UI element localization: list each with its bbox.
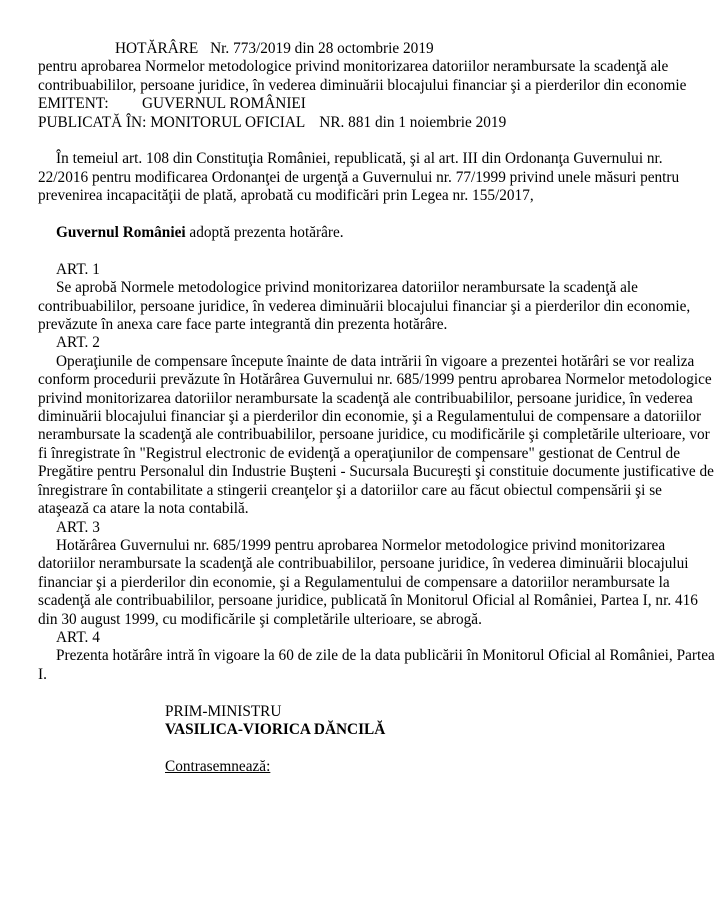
emitent-label: EMITENT:	[38, 95, 109, 113]
document-subtitle: pentru aprobarea Normelor metodologice privind monitorizarea datoriilor nerambursate la scadenţă ale contribuabililor, persoane juridice, în vederea diminuării blocajului financiar şi a pierderilor din economie	[38, 58, 687, 94]
publicat-number: NR. 881 din 1 noiembrie 2019	[319, 113, 507, 131]
document-title	[38, 40, 715, 58]
adoption-subject: Guvernul României	[56, 224, 186, 242]
article-3-text: Hotărârea Guvernului nr. 685/1999 pentru aprobarea Normelor metodologice privind monitorizarea datoriilor nerambursate la scadenţă ale contribuabililor, persoane juridice, în vederea diminuării blocajului financiar şi a pierderilor din economie, şi a Regulamentului de compensare a datoriilor nerambursate la scadenţă ale contribuabililor, persoane juridice, publicată în Monitorul Oficial al României, Partea I, nr. 416 din 30 august 1999, cu modificările şi completările ulterioare, se abrogă.	[38, 536, 698, 628]
publicat-row	[38, 114, 715, 132]
article-2-text: Operaţiunile de compensare începute înainte de data intrării în vigoare a prezentei hotărâri se vor realiza conform procedurii prevăzute în Hotărârea Guvernului nr. 685/1999 pentru aprobarea Normelor metodologice privind monitorizarea datoriilor nerambursate la scadenţă ale contribuabililor, persoane juridice, în vederea diminuării blocajului financiar şi a pierderilor din economie, şi a Regulamentului de compensare a datoriilor nerambursate la scadenţă ale contribuabililor, persoane juridice, cu modificările şi completările ulterioare, vor fi înregistrate în "Registrul electronic de evidenţă a operaţiunilor de compensare" gestionat de Centrul de Pregătire pentru Personalul din Industrie Buşteni - Sucursala Bucureşti şi constituie documente justificative de înregistrare în contabilitate a stingerii creanţelor şi a datoriilor care au făcut obiectul compensării şi se ataşează ca atare la nota contabilă.	[38, 352, 714, 518]
adoption-text: adoptă prezenta hotărâre.	[185, 224, 344, 242]
title-number: Nr. 773/2019 din 28 octombrie 2019	[210, 40, 434, 57]
spacer	[38, 132, 715, 150]
spacer	[38, 206, 715, 224]
emitent-value: GUVERNUL ROMÂNIEI	[142, 95, 306, 113]
title-word: HOTĂRÂRE	[115, 40, 199, 57]
countersign-text: Contrasemnează:	[165, 757, 271, 775]
publicat-value: MONITORUL OFICIAL	[150, 113, 306, 131]
article-4-label: ART. 4	[56, 628, 100, 646]
spacer	[38, 242, 715, 260]
article-1-label: ART. 1	[56, 260, 100, 278]
article-2-label: ART. 2	[56, 334, 100, 352]
preamble: În temeiul art. 108 din Constituţia României, republicată, şi al art. III din Ordonanţa Guvernului nr. 22/2016 pentru modificarea Ordonanţei de urgenţă a Guvernului nr. 77/1999 privind unele măsuri pentru prevenirea incapacităţii de plată, aprobată cu modificări prin Legea nr. 155/2017,	[38, 150, 680, 205]
spacer	[38, 739, 715, 757]
emitent-row	[38, 95, 715, 113]
countersign-label	[38, 758, 715, 776]
signatory-name: VASILICA-VIORICA DĂNCILĂ	[165, 720, 386, 738]
publicat-label: PUBLICATĂ ÎN:	[38, 113, 147, 131]
article-3-label: ART. 3	[56, 518, 100, 536]
article-1-text: Se aprobă Normele metodologice privind monitorizarea datoriilor nerambursate la scadenţă ale contribuabililor, persoane juridice, în vederea diminuării blocajului financiar şi a pierderilor din economie, prevăzute în anexa care face parte integrantă din prezenta hotărâre.	[38, 279, 691, 334]
signatory-role: PRIM-MINISTRU	[165, 702, 282, 720]
adoption-statement	[38, 224, 715, 242]
spacer	[38, 684, 715, 702]
article-4-text: Prezenta hotărâre intră în vigoare la 60 de zile de la data publicării în Monitorul Oficial al României, Partea I.	[38, 647, 715, 683]
